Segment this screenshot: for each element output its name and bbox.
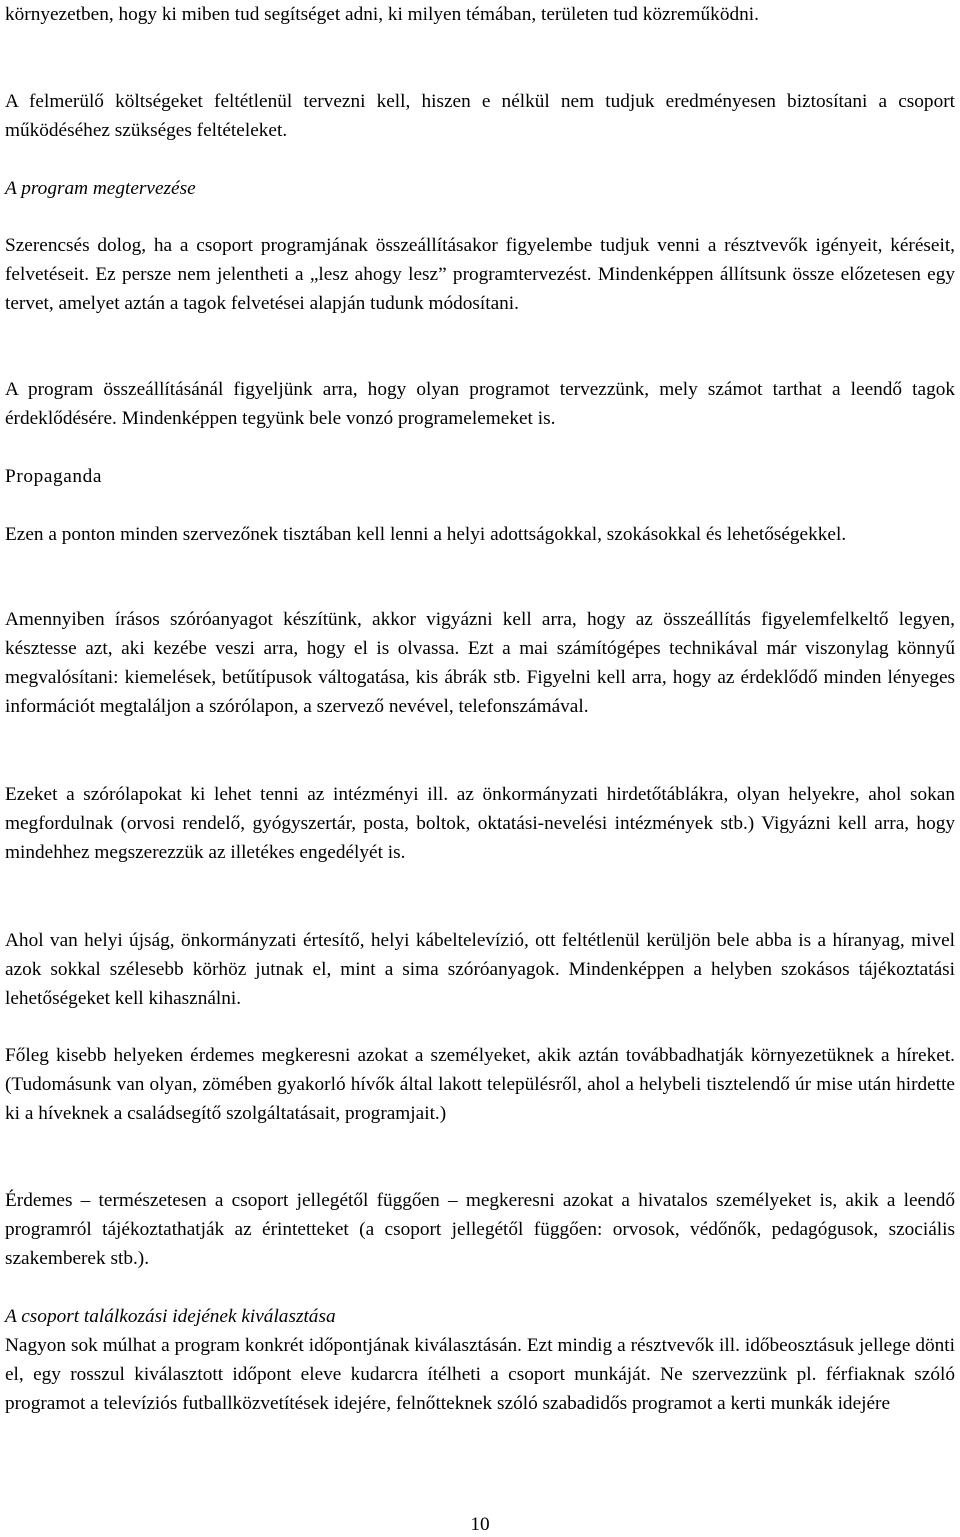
paragraph-propaganda-1 xyxy=(5,520,955,549)
paragraph-propaganda-3 xyxy=(5,780,955,867)
paragraph-text: Ahol van helyi újság, önkormányzati értesítő, helyi kábeltelevízió, ott feltétlenül kerüljön bele abba is a híranyag, mivel azok sokkal szélesebb körhöz jutnak el, mint a sima szóróanyagok. Mindenképpen a helyben szokásos tájékoztatási lehetőségeket kell kihasználni. xyxy=(5,930,955,1009)
paragraph-program-1 xyxy=(5,231,955,318)
paragraph-propaganda-6 xyxy=(5,1186,955,1273)
section-heading: A csoport találkozási idejének kiválasztása xyxy=(5,1306,336,1327)
heading-propaganda xyxy=(5,462,955,491)
paragraph-text: környezetben, hogy ki miben tud segítséget adni, ki milyen témában, területen tud közreműködni. xyxy=(5,4,759,25)
paragraph-text: Amennyiben írásos szóróanyagot készítünk, akkor vigyázni kell arra, hogy az összeállítás figyelemfelkeltő legyen, késztesse azt, aki kezébe veszi arra, hogy el is olvassa. Ezt a mai számítógépes technikával már viszonylag könnyű megvalósítani: kiemelések, betűtípusok váltogatása, kis ábrák stb. Figyelni kell arra, hogy az érdeklődő minden lényeges információt megtaláljon a szórólapon, a szervező nevével, telefonszámával. xyxy=(5,609,955,717)
paragraph-text: A felmerülő költségeket feltétlenül tervezni kell, hiszen e nélkül nem tudjuk eredményesen biztosítani a csoport működéséhez szükséges feltételeket. xyxy=(5,91,955,141)
heading-meeting-time xyxy=(5,1302,955,1331)
paragraph-text: Főleg kisebb helyeken érdemes megkeresni azokat a személyeket, akik aztán továbbadhatják környezetüknek a híreket. (Tudomásunk van olyan, zömében gyakorló hívők által lakott településről, ahol a helybeli tisztelendő úr mise után hirdette ki a híveknek a családsegítő szolgáltatásait, programjait.) xyxy=(5,1045,955,1124)
paragraph-meeting-time xyxy=(5,1331,955,1418)
paragraph-text: Érdemes – természetesen a csoport jellegétől függően – megkeresni azokat a hivatalos személyeket is, akik a leendő programról tájékoztathatják az érintetteket (a csoport jellegétől függően: orvosok, védőnők, pedagógusok, szociális szakemberek stb.). xyxy=(5,1190,955,1269)
paragraph-text: A program összeállításánál figyeljünk arra, hogy olyan programot tervezzünk, mely számot tarthat a leendő tagok érdeklődésére. Mindenképpen tegyünk bele vonzó programelemeket is. xyxy=(5,379,955,429)
paragraph-propaganda-2 xyxy=(5,605,955,721)
paragraph-text: Nagyon sok múlhat a program konkrét időpontjának kiválasztásán. Ezt mindig a résztvevők ill. időbeosztásuk jellege dönti el, egy rosszul kiválasztott időpont eleve kudarcra ítélheti a csoport munkáját. Ne szervezzünk pl. férfiaknak szóló programot a televíziós futballközvetítések idejére, felnőtteknek szóló szabadidős programot a kerti munkák idejére xyxy=(5,1335,955,1414)
paragraph-text: Szerencsés dolog, ha a csoport programjának összeállításakor figyelembe tudjuk venni a résztvevők igényeit, kéréseit, felvetéseit. Ez persze nem jelentheti a „lesz ahogy lesz” programtervezést. Mindenképpen állítsunk össze előzetesen egy tervet, amelyet aztán a tagok felvetései alapján tudunk módosítani. xyxy=(5,235,955,314)
section-heading: Propaganda xyxy=(5,466,103,487)
paragraph-propaganda-5 xyxy=(5,1041,955,1128)
paragraph-text: Ezeket a szórólapokat ki lehet tenni az intézményi ill. az önkormányzati hirdetőtáblákra, olyan helyekre, ahol sokan megfordulnak (orvosi rendelő, gyógyszertár, posta, boltok, oktatási-nevelési intézmények stb.) Vigyázni kell arra, hogy mindehhez megszerezzük az illetékes engedélyét is. xyxy=(5,784,955,863)
page-number: 10 xyxy=(470,1514,490,1535)
paragraph-intro-continued xyxy=(5,0,955,29)
paragraph-costs xyxy=(5,87,955,145)
paragraph-program-2 xyxy=(5,375,955,433)
paragraph-propaganda-4 xyxy=(5,926,955,1013)
heading-program-planning xyxy=(5,174,955,203)
paragraph-text: Ezen a ponton minden szervezőnek tisztában kell lenni a helyi adottságokkal, szokásokkal és lehetőségekkel. xyxy=(5,524,847,545)
section-heading: A program megtervezése xyxy=(5,178,196,199)
